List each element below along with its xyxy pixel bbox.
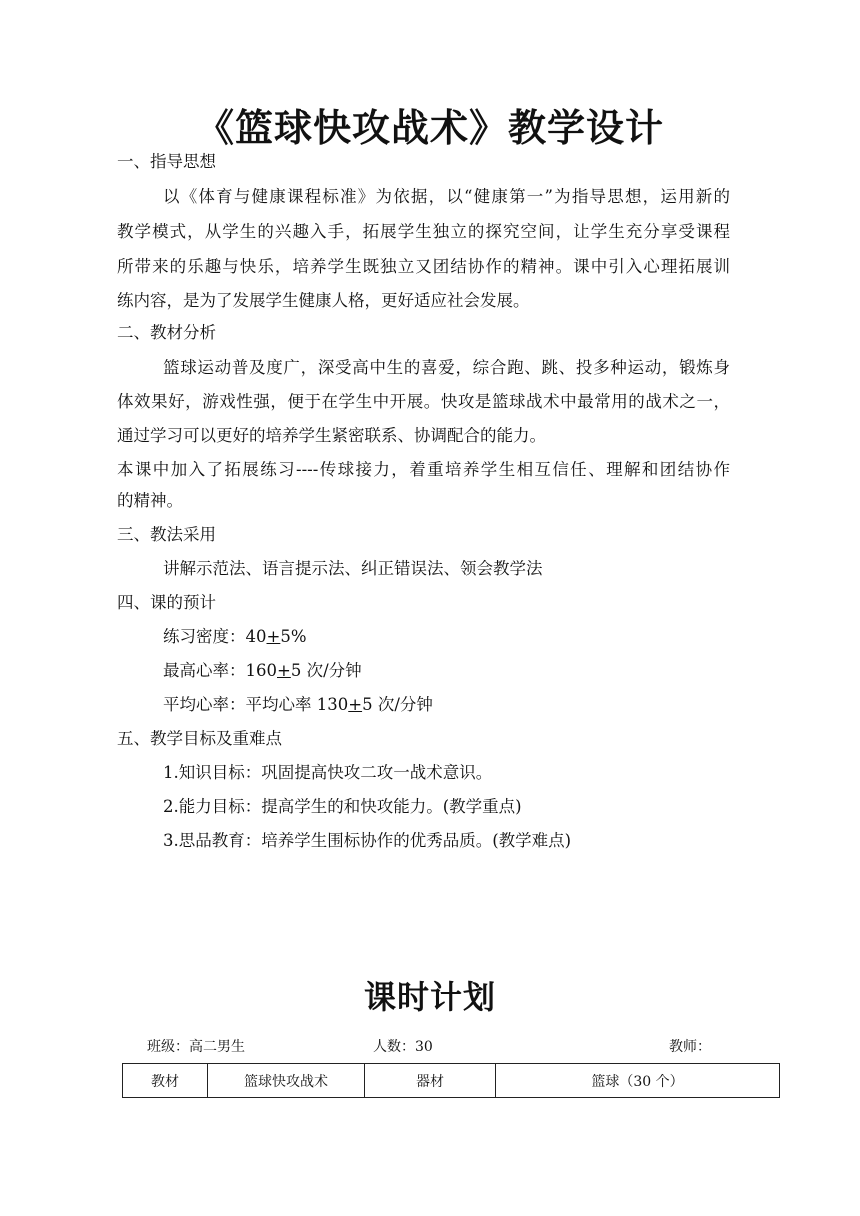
section-heading-teaching-methods: 三、教法采用 xyxy=(117,525,216,544)
paragraph-line: 的精神。 xyxy=(117,491,183,510)
forecast-label: 平均心率：平均心率 130 xyxy=(163,695,349,714)
section-heading-material-analysis: 二、教材分析 xyxy=(117,323,216,342)
section-heading-guiding-ideology: 一、指导思想 xyxy=(117,152,216,171)
paragraph-line: 以《体育与健康课程标准》为依据，以“健康第一”为指导思想，运用新的 xyxy=(163,187,730,206)
document-title: 《篮球快攻战术》教学设计 xyxy=(195,105,664,150)
class-info: 班级：高二男生 xyxy=(147,1039,245,1055)
objective-item: 3.思品教育：培养学生围标协作的优秀品质。(教学难点) xyxy=(163,831,572,850)
lesson-plan-table xyxy=(122,1063,780,1098)
objective-item: 2.能力目标：提高学生的和快攻能力。(教学重点) xyxy=(163,797,522,816)
student-count-info: 人数：30 xyxy=(373,1039,433,1055)
forecast-value: 5 次/分钟 xyxy=(290,661,362,680)
table-cell-material-label: 教材 xyxy=(123,1064,208,1098)
paragraph-line: 练内容，是为了发展学生健康人格，更好适应社会发展。 xyxy=(117,291,530,310)
plus-minus-symbol: + xyxy=(277,661,291,680)
forecast-value: 5 次/分钟 xyxy=(362,695,433,714)
paragraph-line: 篮球运动普及度广，深受高中生的喜爱，综合跑、跳、投多种运动，锻炼身 xyxy=(163,358,730,377)
forecast-label: 练习密度：40 xyxy=(163,627,267,646)
forecast-item-density xyxy=(163,626,307,648)
table-cell-material-value: 篮球快攻战术 xyxy=(208,1064,365,1098)
objective-item: 1.知识目标：巩固提高快攻二攻一战术意识。 xyxy=(163,763,493,782)
section-heading-objectives: 五、教学目标及重难点 xyxy=(117,729,282,748)
section-heading-lesson-forecast: 四、课的预计 xyxy=(117,593,216,612)
forecast-item-avg-heart-rate xyxy=(163,694,433,716)
paragraph-line: 讲解示范法、语言提示法、纠正错误法、领会教学法 xyxy=(163,559,543,578)
paragraph-line: 体效果好，游戏性强，便于在学生中开展。快攻是篮球战术中最常用的战术之一， xyxy=(117,392,730,411)
table-row xyxy=(123,1064,780,1098)
lesson-plan-title: 课时计划 xyxy=(363,978,496,1016)
forecast-value: 5% xyxy=(280,627,307,646)
teacher-info: 教师： xyxy=(669,1039,711,1055)
forecast-label: 最高心率：160 xyxy=(163,661,277,680)
paragraph-line: 本课中加入了拓展练习----传球接力，着重培养学生相互信任、理解和团结协作 xyxy=(117,460,730,479)
paragraph-line: 所带来的乐趣与快乐，培养学生既独立又团结协作的精神。课中引入心理拓展训 xyxy=(117,257,730,276)
forecast-item-max-heart-rate xyxy=(163,660,362,682)
paragraph-line: 教学模式，从学生的兴趣入手，拓展学生独立的探究空间，让学生充分享受课程 xyxy=(117,222,730,241)
paragraph-line: 通过学习可以更好的培养学生紧密联系、协调配合的能力。 xyxy=(117,426,546,445)
plus-minus-symbol: + xyxy=(348,695,363,714)
table-cell-equipment-value: 篮球（30 个） xyxy=(496,1064,780,1098)
plus-minus-symbol: + xyxy=(266,627,281,646)
table-cell-equipment-label: 器材 xyxy=(365,1064,496,1098)
